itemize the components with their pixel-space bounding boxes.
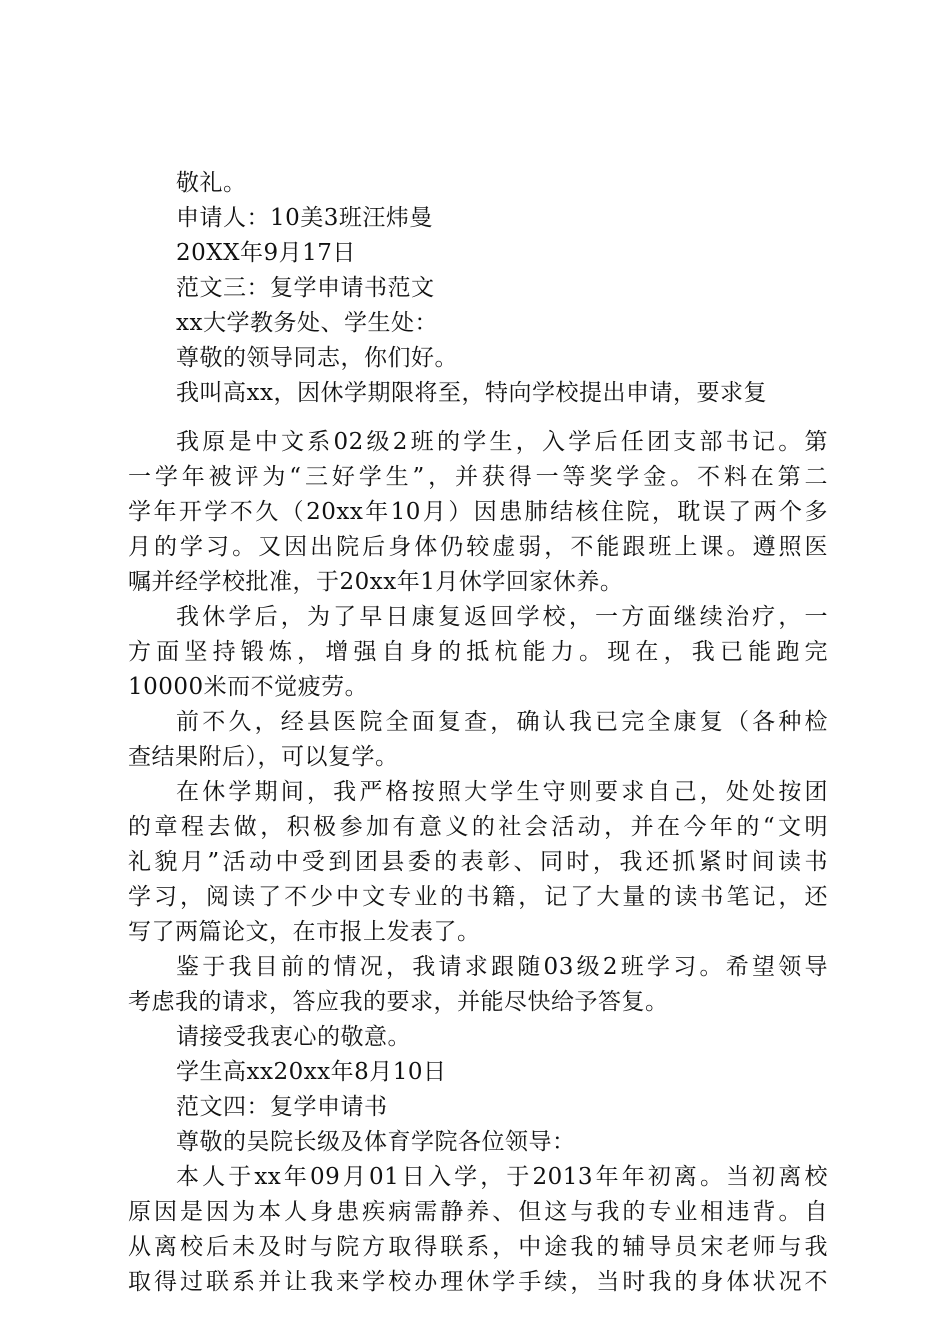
paragraph-line: 前不久，经县医院全面复查，确认我已完全康复（各种检 <box>176 709 828 735</box>
closing-line: 请接受我衷心的敬意。 <box>176 1024 411 1050</box>
paragraph-line: 方面坚持锻炼，增强自身的抵杭能力。现在，我已能跑完 <box>128 639 828 665</box>
section-heading: 范文四：复学申请书 <box>176 1094 388 1120</box>
paragraph-line: 礼貌月”活动中受到团县委的表彰、同时，我还抓紧时间读书 <box>128 849 828 875</box>
text-line: 我叫高xx，因休学期限将至，特向学校提出申请，要求复 <box>176 380 767 406</box>
paragraph-line: 我休学后，为了早日康复返回学校，一方面继续治疗，一 <box>176 604 828 630</box>
paragraph-line: 学年开学不久（20xx年10月）因患肺结核住院，耽误了两个多 <box>128 499 828 525</box>
paragraph-line: 本人于xx年09月01日入学，于2013年年初离。当初离校 <box>176 1164 828 1190</box>
paragraph-line: 写了两篇论文，在市报上发表了。 <box>128 919 481 945</box>
text-line: 敬礼。 <box>176 170 247 196</box>
top-section <box>128 166 828 411</box>
text-line: xx大学教务处、学生处： <box>176 310 438 336</box>
paragraph-line: 嘱并经学校批准，于20xx年1月休学回家休养。 <box>128 569 624 595</box>
paragraph-line: 学习，阅读了不少中文专业的书籍，记了大量的读书笔记，还 <box>128 884 828 910</box>
text-line: 尊敬的领导同志，你们好。 <box>176 345 458 371</box>
paragraph-line: 取得过联系并让我来学校办理休学手续，当时我的身体状况不 <box>128 1269 828 1295</box>
paragraph-line: 我原是中文系02级2班的学生，入学后任团支部书记。第 <box>176 429 828 455</box>
text-line: 范文三：复学申请书范文 <box>176 275 435 301</box>
paragraph-line: 在休学期间，我严格按照大学生守则要求自己，处处按团 <box>176 779 828 805</box>
main-section <box>128 425 828 1300</box>
paragraph-line: 查结果附后），可以复学。 <box>128 744 399 770</box>
paragraph-line: 原因是因为本人身患疾病需静养、但这与我的专业相违背。自 <box>128 1199 828 1225</box>
signature-line: 学生高xx20xx年8月10日 <box>176 1059 447 1085</box>
salutation-line: 尊敬的吴院长级及体育学院各位领导： <box>176 1129 576 1155</box>
paragraph-line: 一学年被评为“三好学生”，并获得一等奖学金。不料在第二 <box>128 464 828 490</box>
text-line: 申请人：10美3班汪炜曼 <box>176 205 433 231</box>
paragraph-line: 考虑我的请求，答应我的要求，并能尽快给予答复。 <box>128 989 669 1015</box>
paragraph-line: 10000米而不觉疲劳。 <box>128 674 369 700</box>
text-line: 20XX年9月17日 <box>176 240 356 266</box>
paragraph-line: 鉴于我目前的情况，我请求跟随03级2班学习。希望领导 <box>176 954 828 980</box>
paragraph-line: 月的学习。又因出院后身体仍较虚弱，不能跟班上课。遵照医 <box>128 534 828 560</box>
paragraph-line: 从离校后未及时与院方取得联系，中途我的辅导员宋老师与我 <box>128 1234 828 1260</box>
paragraph-line: 的章程去做，积极参加有意义的社会活动，并在今年的“文明 <box>128 814 828 840</box>
